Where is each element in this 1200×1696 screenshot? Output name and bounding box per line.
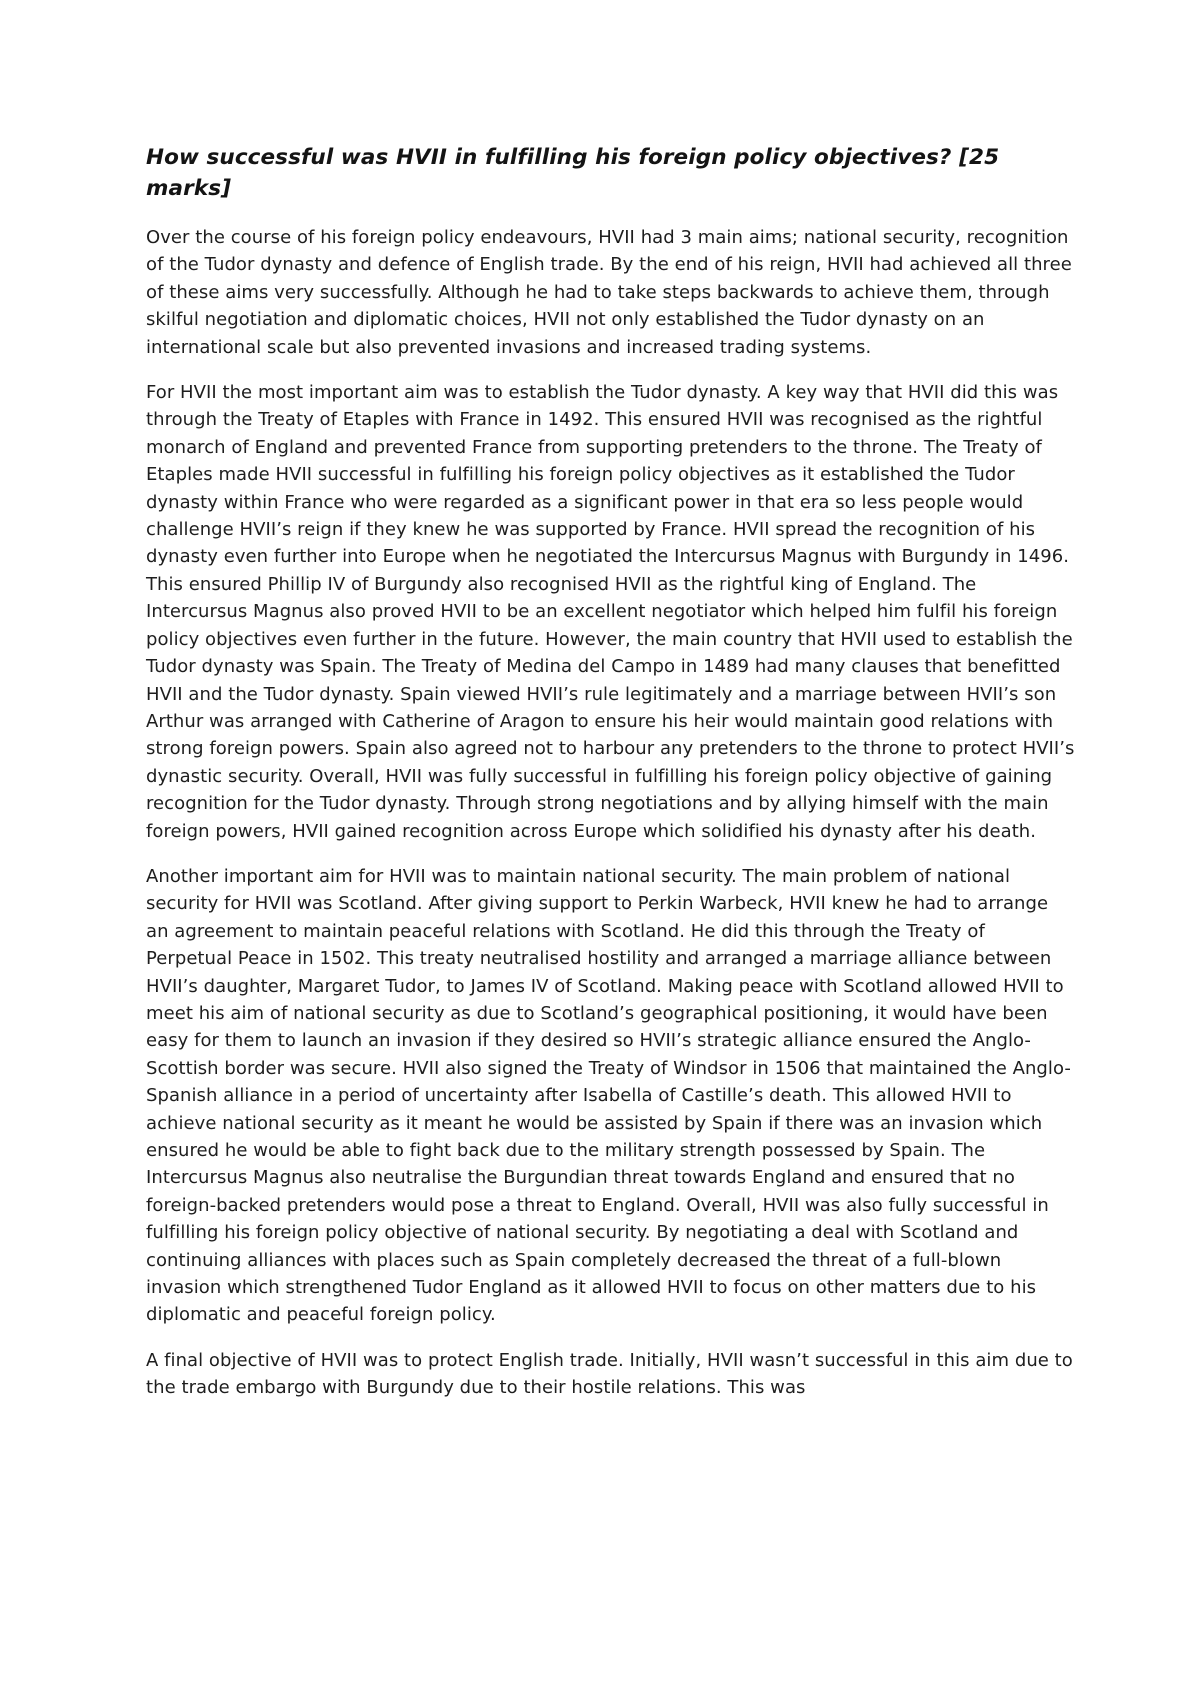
national-security-paragraph: Another important aim for HVII was to maintain national security. The main problem of national security for HVII was Scotland. After giving support to Perkin Warbeck, HVII knew he had to arrange an agreement to maintain peaceful relations with Scotland. He did this through the Treaty of Perpetual Peace in 1502. This treaty neutralised hostility and arranged a marriage alliance between HVII’s daughter, Margaret Tudor, to James IV of Scotland. Making peace with Scotland allowed HVII to meet his aim of national security as due to Scotland’s geographical positioning, it would have been easy for them to launch an invasion if they desired so HVII’s strategic alliance ensured the Anglo-Scottish border was secure. HVII also signed the Treaty of Windsor in 1506 that maintained the Anglo-Spanish alliance in a period of uncertainty after Isabella of Castille’s death. This allowed HVII to achieve national security as it meant he would be assisted by Spain if there was an invasion which ensured he would be able to fight back due to the military strength possessed by Spain. The Intercursus Magnus also neutralise the Burgundian threat towards England and ensured that no foreign-backed pretenders would pose a threat to England. Overall, HVII was also fully successful in fulfilling his foreign policy objective of national security. By negotiating a deal with Scotland and continuing alliances with places such as Spain completely decreased the threat of a full-blown invasion which strengthened Tudor England as it allowed HVII to focus on other matters due to his diplomatic and peaceful foreign policy. xyxy=(146,865,1071,1326)
essay-title: How successful was HVII in fulfilling his foreign policy objectives? [25 marks] xyxy=(146,145,1000,201)
intro-paragraph: Over the course of his foreign policy endeavours, HVII had 3 main aims; national security, recognition of the Tudor dynasty and defence of English trade. By the end of his reign, HVII had achieved all three of these aims very successfully. Although he had to take steps backwards to achieve them, through skilful negotiation and diplomatic choices, HVII not only established the Tudor dynasty on an international scale but also prevented invasions and increased trading systems. xyxy=(146,227,1072,358)
document-body xyxy=(146,142,1076,1420)
dynasty-paragraph: For HVII the most important aim was to establish the Tudor dynasty. A key way that HVII did this was through the Treaty of Etaples with France in 1492. This ensured HVII was recognised as the rightful monarch of England and prevented France from supporting pretenders to the throne. The Treaty of Etaples made HVII successful in fulfilling his foreign policy objectives as it established the Tudor dynasty within France who were regarded as a significant power in that era so less people would challenge HVII’s reign if they knew he was supported by France. HVII spread the recognition of his dynasty even further into Europe when he negotiated the Intercursus Magnus with Burgundy in 1496. This ensured Phillip IV of Burgundy also recognised HVII as the rightful king of England. The Intercursus Magnus also proved HVII to be an excellent negotiator which helped him fulfil his foreign policy objectives even further in the future. However, the main country that HVII used to establish the Tudor dynasty was Spain. The Treaty of Medina del Campo in 1489 had many clauses that benefitted HVII and the Tudor dynasty. Spain viewed HVII’s rule legitimately and a marriage between HVII’s son Arthur was arranged with Catherine of Aragon to ensure his heir would maintain good relations with strong foreign powers. Spain also agreed not to harbour any pretenders to the throne to protect HVII’s dynastic security. Overall, HVII was fully successful in fulfilling his foreign policy objective of gaining recognition for the Tudor dynasty. Through strong negotiations and by allying himself with the main foreign powers, HVII gained recognition across Europe which solidified his dynasty after his death. xyxy=(146,382,1075,842)
trade-paragraph: A final objective of HVII was to protect English trade. Initially, HVII wasn’t successful in this aim due to the trade embargo with Burgundy due to their hostile relations. This was xyxy=(146,1349,1073,1399)
